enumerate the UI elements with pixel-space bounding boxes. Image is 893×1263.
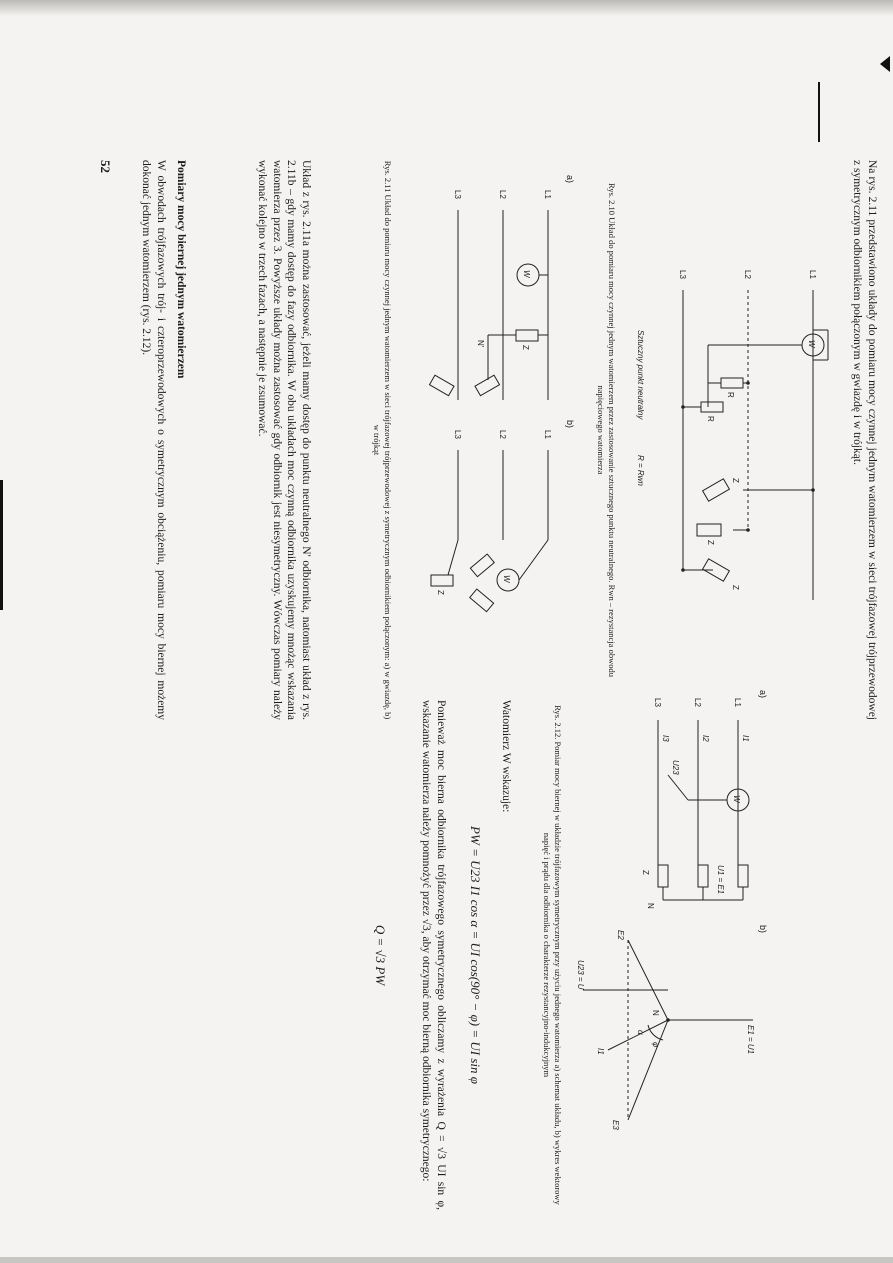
fig212a-u23-label: U23	[671, 760, 680, 775]
figure-2-11a-diagram	[398, 180, 568, 420]
fig210-wattmeter-label: W	[807, 340, 816, 348]
fig212a-wattmeter-label: W	[732, 795, 741, 803]
fig212a-l2-label: L2	[693, 698, 702, 707]
fig210-l1-label: L1	[808, 270, 817, 279]
fig211b-wattmeter-label: W	[502, 575, 511, 583]
fig212-label-b: b)	[758, 925, 768, 934]
fig212-label-a: a)	[758, 690, 768, 699]
fig210-resistor-label-1: R	[726, 392, 735, 398]
fig212b-i1-label: I1	[596, 1048, 605, 1055]
section-heading: Pomiary mocy biernej jednym watomierzem	[175, 160, 187, 379]
fig212b-alpha-label: α	[636, 1030, 645, 1035]
fig212b-u23-label: U23 = U	[576, 960, 585, 990]
fig211b-l3-label: L3	[453, 430, 462, 439]
page-number: 52	[98, 160, 113, 173]
fig212b-phi-label: φ	[651, 1042, 660, 1048]
fig212b-node-label: N	[651, 1010, 660, 1016]
meter-intro: Watomierz W wskazuje:	[500, 700, 512, 813]
fig212b-e1-label: E1 = U1	[746, 1025, 755, 1055]
fig210-l3-label: L3	[678, 270, 687, 279]
fig211b-l1-label: L1	[543, 430, 552, 439]
fig212a-l3-label: L3	[653, 698, 662, 707]
fig212a-l1-label: L1	[733, 698, 742, 707]
fig211a-wattmeter-label: W	[522, 270, 531, 278]
fig211a-l3-label: L3	[453, 190, 462, 199]
fig211a-l2-label: L2	[498, 190, 507, 199]
figure-2-10-caption: Rys. 2.10 Układ do pomiaru mocy czynnej jednym watomierzem przez zastosowanie sztucznego punktu neutralnego. Rwn – rezystancja obwodu napięciowego watomierza	[596, 183, 617, 677]
fig212a-load-label: Z	[641, 870, 650, 875]
fig210-load-label-2: Z	[706, 540, 715, 545]
fig210-l2-label: L2	[743, 270, 752, 279]
figure-2-10-diagram	[623, 230, 833, 610]
fig212a-current-3: I3	[661, 735, 670, 742]
fig212a-current-2: I2	[701, 735, 710, 742]
fig210-load-label-1: Z	[731, 478, 740, 483]
fig211b-load-label: Z	[436, 590, 445, 595]
figure-2-11-caption: Rys. 2.11 Układ do pomiaru mocy czynnej jednym watomierzem w sieci trójfazowej trójprzewodowej z symetrycznym odbiornikiem połączonym: a) w gwiazdę, b) w trójkąt	[372, 160, 393, 720]
figure-2-12a-diagram	[573, 690, 758, 920]
fig212a-current-1: I1	[741, 735, 750, 742]
formula-pw: PW = U23 I1 cos α = UI cos(90° − φ) = UI sin φ	[468, 826, 483, 1084]
fig212a-node-label: N	[646, 903, 655, 909]
fig210-load-label-3: Z	[731, 585, 740, 590]
fig210-neutral-label: Sztuczny punkt neutralny	[636, 330, 645, 420]
fig211-label-a: a)	[565, 175, 575, 184]
fig211a-node-label: N'	[476, 340, 485, 348]
fig210-equation: R = Rwn	[636, 455, 645, 486]
fig211a-l1-label: L1	[543, 190, 552, 199]
fig211-label-b: b)	[565, 420, 575, 429]
fig212b-e3-label: E3	[611, 1120, 620, 1130]
figure-2-12-caption: Rys. 2.12. Pomiar mocy biernej w układzie trójfazowym symetrycznym przy użyciu jednego watomierza a) schemat układu, b) wykres wektorowy napięć i prądu dla odbiornika o charakterze rezystancyjno-indukcyjnym	[542, 705, 563, 1205]
body-paragraph-1: Układ z rys. 2.11a można zastosować, jeżeli mamy dostęp do punktu neutralnego N' odbiornika, natomiast układ z rys. 2.11b – gdy mamy dostęp do fazy odbiornika. W obu układach moc czynną odbiornika uzyskujemy mnożąc wskazania watomierza przez 3. Powyższe układy można zastosować gdy odbiornik jest niesymetryczny. Wówczas pomiary należy wykonać kolejno w trzech fazach, a następnie je zsumować.	[256, 160, 312, 720]
figure-2-11b-diagram	[398, 420, 568, 660]
intro-paragraph: Na rys. 2.11 przedstawiono układy do pomiaru mocy czynnej jednym watomierzem w sieci trójfazowej trójprzewodowej z symetrycznym odbiornikiem połączonym w gwiazdę i w trójkąt.	[851, 160, 878, 720]
figure-2-12b-vector-diagram	[573, 930, 758, 1190]
fig212a-u1-label: U1 = E1	[716, 865, 725, 895]
fig212b-e2-label: E2	[616, 930, 625, 940]
fig210-resistor-label-2: R	[706, 416, 715, 422]
body-paragraph-2: W obwodach trójfazowych trój- i czteroprzewodowych o symetrycznym obciążeniu, pomiaru mocy biernej możemy dokonać jednym watomierzem (rys. 2.12).	[140, 160, 167, 720]
fig211a-load-label: Z	[521, 345, 530, 350]
formula-q: Q = √3 PW	[373, 924, 388, 986]
fig211b-l2-label: L2	[498, 430, 507, 439]
meter-paragraph: Ponieważ moc bierna odbiornika trójfazowego symetrycznego obliczamy z wyrażenia Q = √3 UI sin φ, wskazanie watomierza należy pomnożyć przez √3, aby otrzymać moc bierną odbiornika symetrycznego:	[420, 700, 447, 1210]
